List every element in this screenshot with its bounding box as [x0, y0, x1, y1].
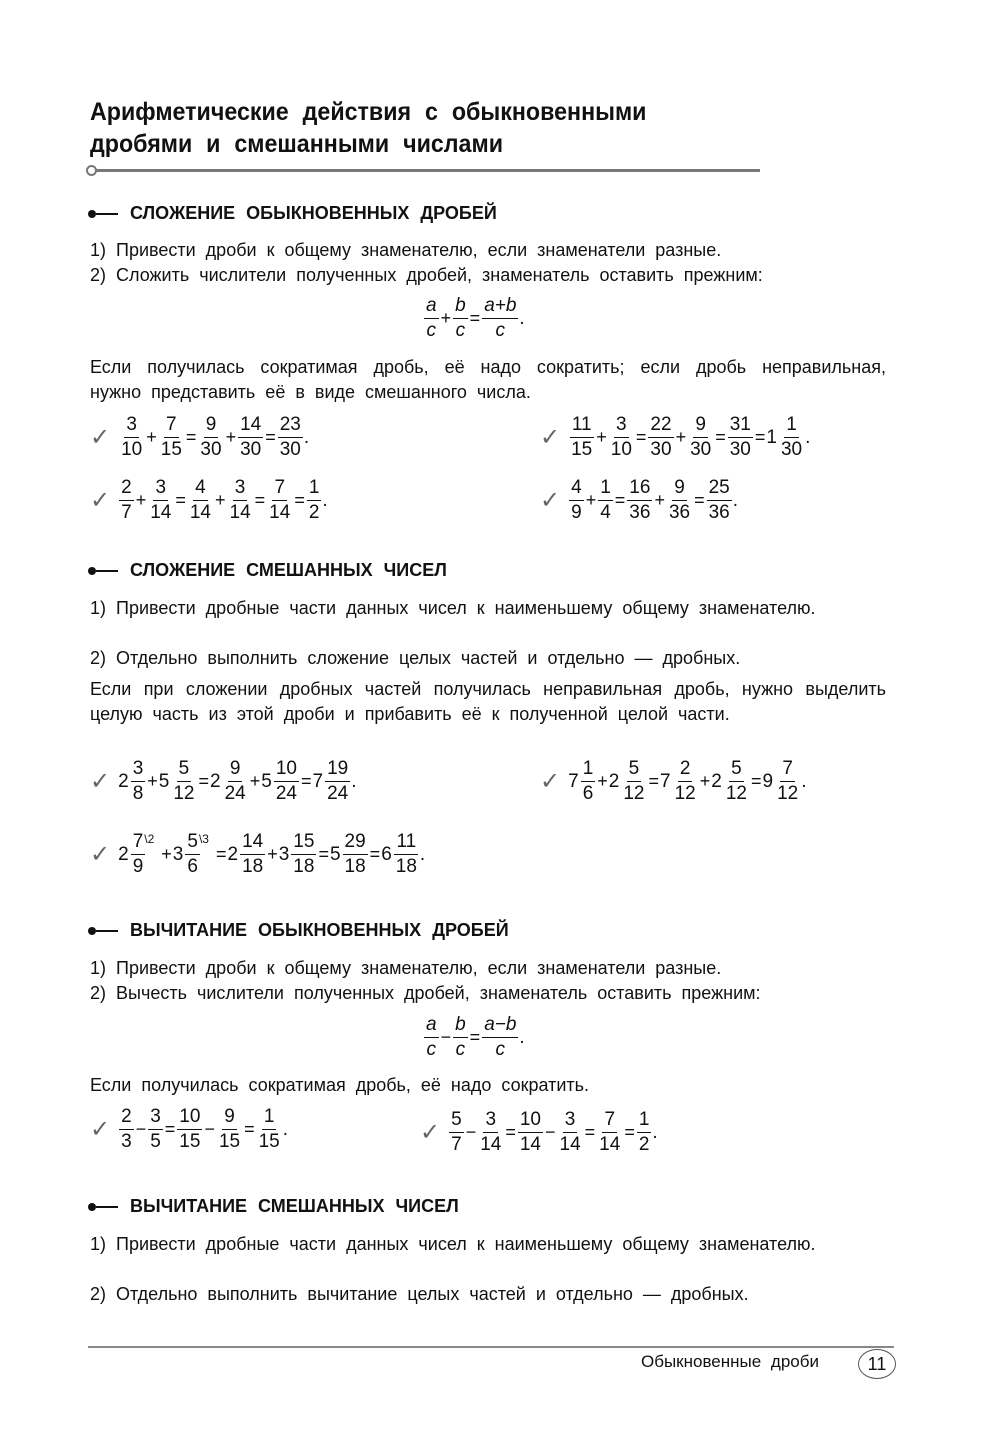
check-icon: ✓: [90, 841, 111, 868]
heading-text: СЛОЖЕНИЕ ОБЫКНОВЕННЫХ ДРОБЕЙ: [130, 203, 497, 223]
footer-rule: [88, 1346, 894, 1348]
example: ✓ 4 9 + $\frac{1}{4}$ = $\frac{16}{36}$ + $\frac{9}{36}$ = $\frac{25}{36}$ .: [540, 477, 739, 523]
example: ✓ 3 10 + $\frac{7}{15}$ = $\frac{9}{30}$ + $\frac{14}{30}$ = $\frac{23}{30}$ .: [90, 414, 310, 460]
example: ✓ 7 1 6 + 2 $\frac{5}{12}$ = 7 2 12 + 2 $\frac{5}{12}$ = 9 7 12 .: [540, 758, 807, 804]
example: ✓ 5 7 − $\frac{3}{14}$ = $\frac{10}{14}$ − $\frac{3}{14}$ = $\frac{7}{14}$ = $\frac{1}{2}$ .: [420, 1109, 658, 1155]
check-icon: ✓: [90, 487, 111, 514]
dash-icon: [96, 930, 118, 932]
step: 1) Привести дробные части данных чисел к наименьшему общему знаменателю.: [90, 1234, 816, 1254]
num: a+b: [482, 294, 518, 319]
den: c: [426, 320, 437, 341]
title-line-2: дробями и смешанными числами: [90, 130, 503, 158]
title-rule: [88, 169, 760, 172]
section-heading: [88, 1196, 459, 1217]
page-title: [90, 96, 741, 160]
formula: a c − $\frac{b}{c}$ = $\frac{a-b}{c}$ .: [426, 1014, 525, 1060]
bullet-icon: [88, 927, 96, 935]
dash-icon: [96, 1206, 118, 1208]
example: ✓ 2 3 − $\frac{3}{5}$ = $\frac{10}{15}$ − $\frac{9}{15}$ = $\frac{1}{15}$ .: [90, 1106, 289, 1152]
num: a: [424, 294, 439, 319]
step: 1) Привести дроби к общему знаменателю, если знаменатели разные.: [90, 958, 722, 978]
page-number: 11: [858, 1349, 896, 1379]
step: 2) Сложить числители полученных дробей, знаменатель оставить прежним:: [90, 265, 763, 285]
title-rule-dot: [86, 165, 97, 176]
op: +: [440, 308, 452, 328]
check-icon: ✓: [540, 487, 561, 514]
heading-text: ВЫЧИТАНИЕ ОБЫКНОВЕННЫХ ДРОБЕЙ: [130, 920, 509, 940]
bullet-icon: [88, 567, 96, 575]
footer-chapter: Обыкновенные дроби: [641, 1352, 819, 1371]
note: Если при сложении дробных частей получилась неправильная дробь, нужно выделить целую часть из этой дроби и прибавить её к полученной целой части.: [90, 679, 886, 724]
note: Если получилась сократимая дробь, её надо сократить.: [90, 1075, 590, 1095]
example: ✓ 11 15 + $\frac{3}{10}$ = $\frac{22}{30}$ + $\frac{9}{30}$ = $\frac{31}{30}$ = 1 1 30 .: [540, 414, 811, 460]
heading-text: СЛОЖЕНИЕ СМЕШАННЫХ ЧИСЕЛ: [130, 560, 447, 580]
num: b: [453, 294, 468, 319]
check-icon: ✓: [540, 768, 561, 795]
heading-text: ВЫЧИТАНИЕ СМЕШАННЫХ ЧИСЕЛ: [130, 1196, 459, 1216]
title-line-1: Арифметические действия с обыкновенными: [90, 98, 647, 126]
step: 2) Отдельно выполнить вычитание целых частей и отдельно — дробных.: [90, 1284, 749, 1304]
formula: [423, 294, 525, 343]
check-icon: ✓: [90, 424, 111, 451]
den: c: [495, 320, 506, 341]
section-heading: [88, 920, 509, 941]
section-heading: [88, 203, 497, 224]
example: ✓ 2 7 + $\frac{3}{14}$ = $\frac{4}{14}$ + $\frac{3}{14}$ = $\frac{7}{14}$ = $\frac{1}{2}$ .: [90, 477, 328, 523]
dash-icon: [96, 213, 118, 215]
den: c: [455, 320, 466, 341]
step: 1) Привести дробные части данных чисел к наименьшему общему знаменателю.: [90, 598, 816, 618]
example: ✓ 2 7 9 \2 + 3 5 6 \3 = 2 14 18 + 3 $\frac{15}{18}$ = 5 $\frac{29}{18}$ = 6 11 18 .: [90, 831, 426, 877]
op: =: [469, 308, 481, 328]
check-icon: ✓: [90, 768, 111, 795]
dash-icon: [96, 570, 118, 572]
check-icon: ✓: [540, 424, 561, 451]
check-icon: ✓: [420, 1119, 441, 1146]
section-heading: [88, 560, 447, 581]
example: ✓ 2 3 8 + 5 $\frac{5}{12}$ = 2 9 24 + 5 $\frac{10}{24}$ = 7 19 24 .: [90, 758, 357, 804]
step: 2) Вычесть числители полученных дробей, знаменатель оставить прежним:: [90, 983, 761, 1003]
bullet-icon: [88, 1203, 96, 1211]
check-icon: ✓: [90, 1116, 111, 1143]
note: Если получилась сократимая дробь, её надо сократить; если дробь неправильная, нужно представить её в виде смешанного числа.: [90, 357, 886, 402]
period: .: [519, 307, 525, 329]
step: 1) Привести дроби к общему знаменателю, если знаменатели разные.: [90, 240, 722, 260]
bullet-icon: [88, 210, 96, 218]
step: 2) Отдельно выполнить сложение целых частей и отдельно — дробных.: [90, 648, 741, 668]
